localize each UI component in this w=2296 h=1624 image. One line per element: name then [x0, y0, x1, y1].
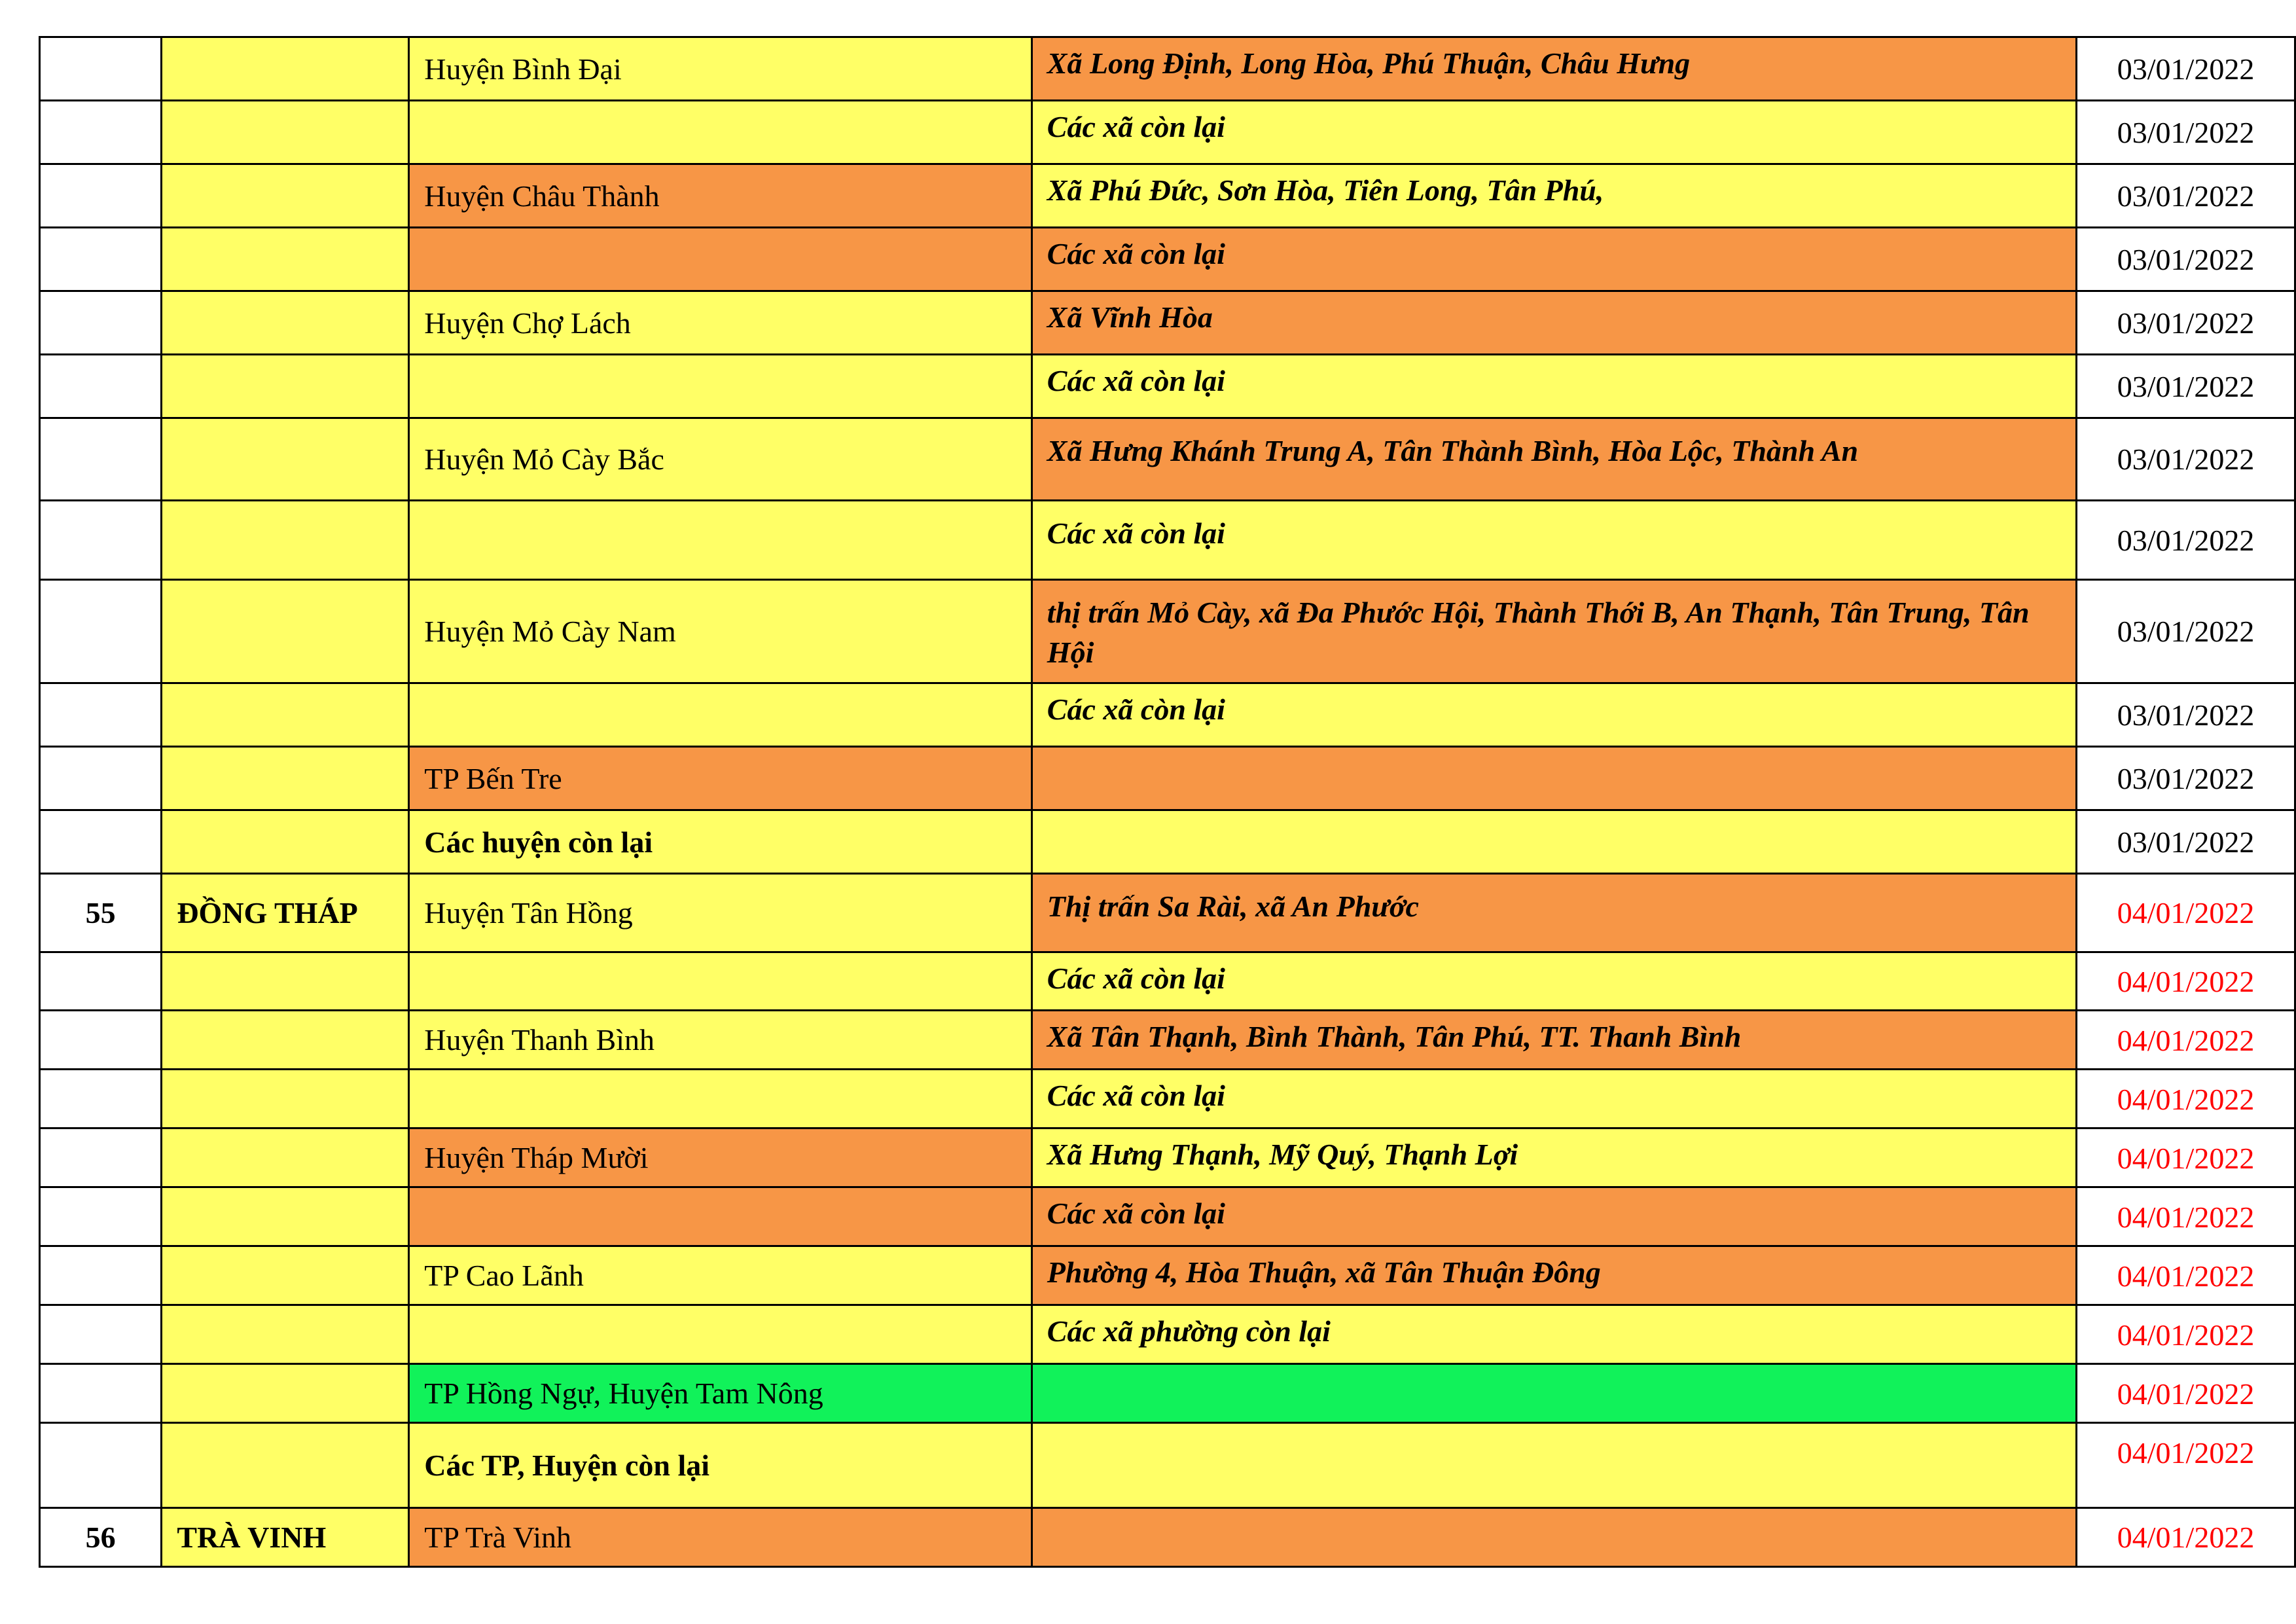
- province-cell: [162, 1128, 409, 1187]
- province-cell: [162, 501, 409, 580]
- district-cell: Huyện Chợ Lách: [409, 291, 1032, 355]
- row-number-cell: [40, 1305, 162, 1364]
- district-cell: Huyện Tháp Mười: [409, 1128, 1032, 1187]
- district-cell: Huyện Mỏ Cày Bắc: [409, 418, 1032, 501]
- area-cell: [1031, 1364, 2076, 1423]
- district-cell: Huyện Châu Thành: [409, 164, 1032, 228]
- table-row: [40, 101, 2295, 164]
- district-cell: TP Cao Lãnh: [409, 1246, 1032, 1305]
- table-row: [40, 1011, 2295, 1070]
- row-number-cell: [40, 101, 162, 164]
- table-row: [40, 37, 2295, 101]
- province-cell: [162, 37, 409, 101]
- table-row: [40, 1305, 2295, 1364]
- province-cell: [162, 1305, 409, 1364]
- row-number-cell: [40, 810, 162, 874]
- date-cell: 03/01/2022: [2077, 101, 2295, 164]
- row-number-cell: 56: [40, 1508, 162, 1567]
- area-cell: thị trấn Mỏ Cày, xã Đa Phước Hội, Thành Thới B, An Thạnh, Tân Trung, Tân Hội: [1031, 580, 2076, 683]
- row-number-cell: [40, 418, 162, 501]
- table-row: [40, 1128, 2295, 1187]
- district-cell: [409, 1070, 1032, 1128]
- table-row: [40, 874, 2295, 952]
- district-cell: [409, 228, 1032, 291]
- table-row: [40, 1187, 2295, 1246]
- area-cell: Thị trấn Sa Rài, xã An Phước: [1031, 874, 2076, 952]
- table-body: [40, 37, 2295, 1567]
- date-cell: 04/01/2022: [2077, 1305, 2295, 1364]
- date-cell: 03/01/2022: [2077, 355, 2295, 418]
- district-cell: Các TP, Huyện còn lại: [409, 1423, 1032, 1508]
- area-cell: [1031, 747, 2076, 810]
- area-cell: Các xã còn lại: [1031, 228, 2076, 291]
- province-cell: [162, 355, 409, 418]
- date-cell: 03/01/2022: [2077, 418, 2295, 501]
- province-cell: ĐỒNG THÁP: [162, 874, 409, 952]
- row-number-cell: [40, 1246, 162, 1305]
- row-number-cell: [40, 1011, 162, 1070]
- area-cell: [1031, 1508, 2076, 1567]
- table-row: [40, 1246, 2295, 1305]
- table-row: [40, 747, 2295, 810]
- row-number-cell: [40, 501, 162, 580]
- date-cell: 04/01/2022: [2077, 1187, 2295, 1246]
- table-row: [40, 1070, 2295, 1128]
- date-cell: 03/01/2022: [2077, 164, 2295, 228]
- row-number-cell: [40, 228, 162, 291]
- area-cell: Phường 4, Hòa Thuận, xã Tân Thuận Đông: [1031, 1246, 2076, 1305]
- province-cell: TRÀ VINH: [162, 1508, 409, 1567]
- district-cell: Huyện Thanh Bình: [409, 1011, 1032, 1070]
- area-cell: Các xã còn lại: [1031, 683, 2076, 747]
- province-cell: [162, 418, 409, 501]
- table-row: [40, 164, 2295, 228]
- date-cell: 03/01/2022: [2077, 228, 2295, 291]
- date-cell: 04/01/2022: [2077, 1364, 2295, 1423]
- district-cell: Huyện Bình Đại: [409, 37, 1032, 101]
- district-cell: TP Trà Vinh: [409, 1508, 1032, 1567]
- row-number-cell: [40, 1187, 162, 1246]
- district-cell: [409, 101, 1032, 164]
- area-cell: Các xã còn lại: [1031, 101, 2076, 164]
- district-cell: TP Hồng Ngự, Huyện Tam Nông: [409, 1364, 1032, 1423]
- date-cell: 03/01/2022: [2077, 683, 2295, 747]
- district-cell: [409, 1187, 1032, 1246]
- date-cell: 03/01/2022: [2077, 747, 2295, 810]
- area-cell: Các xã còn lại: [1031, 1070, 2076, 1128]
- row-number-cell: [40, 291, 162, 355]
- province-cell: [162, 580, 409, 683]
- date-cell: 04/01/2022: [2077, 874, 2295, 952]
- area-cell: Xã Long Định, Long Hòa, Phú Thuận, Châu Hưng: [1031, 37, 2076, 101]
- row-number-cell: [40, 37, 162, 101]
- date-cell: 03/01/2022: [2077, 810, 2295, 874]
- date-cell: 04/01/2022: [2077, 1423, 2295, 1508]
- date-cell: 03/01/2022: [2077, 37, 2295, 101]
- district-cell: [409, 355, 1032, 418]
- table-row: [40, 810, 2295, 874]
- area-cell: [1031, 1423, 2076, 1508]
- province-cell: [162, 1364, 409, 1423]
- table-row: [40, 501, 2295, 580]
- table-row: [40, 355, 2295, 418]
- district-cell: TP Bến Tre: [409, 747, 1032, 810]
- province-cell: [162, 164, 409, 228]
- row-number-cell: [40, 1364, 162, 1423]
- province-cell: [162, 1011, 409, 1070]
- area-cell: Xã Hưng Thạnh, Mỹ Quý, Thạnh Lợi: [1031, 1128, 2076, 1187]
- district-cell: [409, 683, 1032, 747]
- area-cell: Các xã còn lại: [1031, 355, 2076, 418]
- area-cell: Các xã còn lại: [1031, 501, 2076, 580]
- row-number-cell: [40, 355, 162, 418]
- table-row: [40, 1364, 2295, 1423]
- area-cell: Xã Vĩnh Hòa: [1031, 291, 2076, 355]
- district-cell: Huyện Mỏ Cày Nam: [409, 580, 1032, 683]
- table-row: [40, 1508, 2295, 1567]
- date-cell: 03/01/2022: [2077, 501, 2295, 580]
- table-row: [40, 418, 2295, 501]
- district-schedule-table: [39, 36, 2296, 1568]
- date-cell: 04/01/2022: [2077, 1128, 2295, 1187]
- district-cell: [409, 501, 1032, 580]
- area-cell: Xã Hưng Khánh Trung A, Tân Thành Bình, Hòa Lộc, Thành An: [1031, 418, 2076, 501]
- area-cell: Xã Phú Đức, Sơn Hòa, Tiên Long, Tân Phú,: [1031, 164, 2076, 228]
- province-cell: [162, 952, 409, 1011]
- province-cell: [162, 228, 409, 291]
- province-cell: [162, 1187, 409, 1246]
- table-row: [40, 228, 2295, 291]
- row-number-cell: [40, 683, 162, 747]
- province-cell: [162, 291, 409, 355]
- date-cell: 04/01/2022: [2077, 952, 2295, 1011]
- date-cell: 03/01/2022: [2077, 580, 2295, 683]
- table-row: [40, 952, 2295, 1011]
- row-number-cell: [40, 164, 162, 228]
- table-row: [40, 683, 2295, 747]
- province-cell: [162, 1246, 409, 1305]
- table-row: [40, 291, 2295, 355]
- area-cell: Các xã phường còn lại: [1031, 1305, 2076, 1364]
- district-cell: [409, 952, 1032, 1011]
- date-cell: 04/01/2022: [2077, 1011, 2295, 1070]
- district-cell: Huyện Tân Hồng: [409, 874, 1032, 952]
- row-number-cell: [40, 952, 162, 1011]
- row-number-cell: [40, 1070, 162, 1128]
- date-cell: 04/01/2022: [2077, 1246, 2295, 1305]
- district-cell: Các huyện còn lại: [409, 810, 1032, 874]
- row-number-cell: [40, 1423, 162, 1508]
- row-number-cell: [40, 747, 162, 810]
- district-cell: [409, 1305, 1032, 1364]
- table-row: [40, 1423, 2295, 1508]
- province-cell: [162, 747, 409, 810]
- table-row: [40, 580, 2295, 683]
- date-cell: 04/01/2022: [2077, 1508, 2295, 1567]
- province-cell: [162, 683, 409, 747]
- row-number-cell: [40, 1128, 162, 1187]
- province-cell: [162, 101, 409, 164]
- date-cell: 04/01/2022: [2077, 1070, 2295, 1128]
- area-cell: Xã Tân Thạnh, Bình Thành, Tân Phú, TT. Thanh Bình: [1031, 1011, 2076, 1070]
- area-cell: Các xã còn lại: [1031, 952, 2076, 1011]
- area-cell: Các xã còn lại: [1031, 1187, 2076, 1246]
- province-cell: [162, 1423, 409, 1508]
- date-cell: 03/01/2022: [2077, 291, 2295, 355]
- province-cell: [162, 1070, 409, 1128]
- area-cell: [1031, 810, 2076, 874]
- row-number-cell: 55: [40, 874, 162, 952]
- row-number-cell: [40, 580, 162, 683]
- province-cell: [162, 810, 409, 874]
